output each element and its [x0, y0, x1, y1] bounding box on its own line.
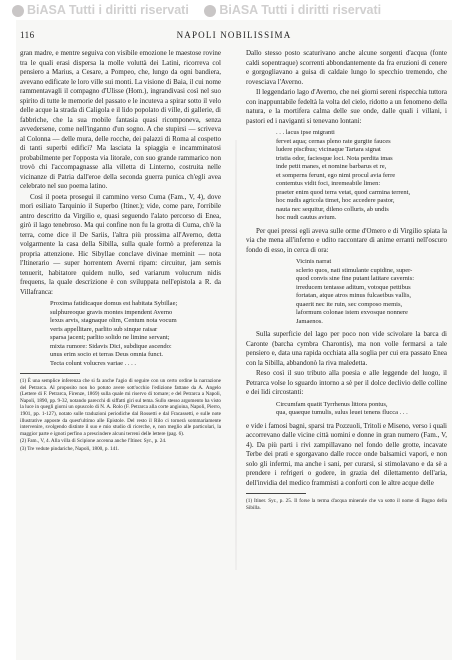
verse-line: sclerio quos, nati stimulante cupidine, super- — [296, 266, 413, 274]
verse-line: quod convis sine fine putant latitare cavernis: — [296, 275, 415, 282]
paragraph: Dallo stesso posto scaturivano anche alcune sorgenti d'acqua (fonte caldi sopentraque) scorrenti abbondantemente da fra eruzioni di cenere e gorgogliavano a guisa di caldaie lungo lo specchio tremendo, che rovesciava l'Averno. — [246, 49, 447, 86]
verse-block — [276, 129, 447, 223]
page-header — [20, 30, 448, 44]
paragraph: gran madre, e mentre seguiva con visibile emozione le maestose rovine tra le quali erasi dispersa la molle voluttà dei Latini, ricorreva col pensiero a Marius, a Cesare, a Pompeo, che, lungo da ogni bandiera, avevano edificate le loro ville sui monti. La visione di Baia, il cui nome rammentavagli il compagno d'Ulisse (Hom.), ingrandivasi così nel suo spirito di tutte le memorie del passato e le incuteva a spirar sotto il velo delle acque la strada di Caligola e il lido popolato di ville, di gallerie, di fabbriche, che la sua mobile fantasia quasi ricomponeva, senza avvedersene, come nell'inganno d'un sogno. A che stupirsi — scriveva al Colonna — delle mura, delle rocche, dei palazzi di Roma al cospetto di tanti superbi edifici? Ma lasciata la spiaggia e incamminatosi probabilmente per l'opposta via litorale, con suo grande rammarico non trovò chi l'accompagnasse alla villetta di Linterno, costruita nelle vicinanze di Patria dall'eroe della seconda guerra punica ch'egli avea celebrato nel suo poema latino. — [20, 49, 221, 190]
watermark-text-2: BiASA Tutti i diritti riservati — [219, 3, 382, 17]
verse-line: ludere piscibus; vicinaque Tartara signat — [276, 146, 381, 153]
verse-line: Jamaenos. — [296, 317, 323, 325]
watermark-text-1: BiASA Tutti i diritti riservati — [27, 3, 189, 17]
verse-line: lexus arvis, stagnaque olim, Centum nota vocum — [50, 317, 177, 324]
verse-line: fortatan, atque atros minus fulcaeibus vallis, — [296, 292, 411, 299]
verse-line: unus erim socio et terras Deus omnia funct. — [50, 351, 163, 358]
verse-line: nauta nec sequitur, dileno colluris, ab undis — [276, 205, 389, 213]
verse-line: veris appellitare, parlito sub sinque raisar — [50, 325, 158, 333]
verse-block — [276, 401, 447, 418]
biasa-logo-icon — [204, 5, 216, 17]
verse-line: et somperns ferunt, ego nimi procul avia ferre — [276, 171, 396, 179]
paragraph: Sulla superficie del lago per poco non vide scivolare la barca di Caronte (barcha cymbra Charontis), ma non volle fermarsi a tale pensiero e, data una rapida occhiata alla soglia per cui era passato Enea con la Sibilla, abbandonò la riva maledetta. — [246, 330, 447, 367]
verse-line: mixta rumore: Sidavis Dici, subdique ascendo: — [50, 342, 172, 350]
paragraph: Per quei pressi egli aveva sulle orme d'Omero e di Virgilio spiata la via che mena all'inferno e udito raccontare di anime erranti nell'oscuro fondo di esso, in cerca di ora: — [246, 226, 447, 254]
paragraph: Il leggendario lago d'Averno, che nei giorni sereni rispecchia tuttora con inappuntabile fedeltà la volta del cielo, ridotto a un fenomeno della natura, e la mortifera calma delle sue onde, dalle quali i villani, i pastori ed i naviganti si tenevano lontani: — [246, 88, 447, 125]
page-number: 116 — [20, 30, 35, 40]
footnotes — [20, 378, 221, 453]
verse-line: inde petit manes, et nomine barbarus et re, — [276, 163, 387, 170]
watermark-banner — [0, 0, 470, 20]
paragraph: Così il poeta proseguì il cammino verso Cuma (Fam., V, 4), dove morì esiliato Tarquinio il Superbo (Itiner.); vide, come pare, l'orribile antro descritto da Virgilio e, quasi seguendo l'alato percorso di Enea, girò il lago tenebroso. Ma qui confine non fu la grotta di Cuma, ch'è la terra, come dice il De Sariis, l'altra più prossima all'Averno, detta volgarmente la casa della Sibilla, sulla quale formò a preferenza la propria attenzione. Hic Sibyllae conclave divinae meminit — nota l'Itinerario — super horrentem Averni ripam: circuitur, jam semis tenuerit, habitatore quidem nullo, sed variarum volucrum nidis frequens, la quale descrizione è con sviluppata nell'epistola a R. da Villafranca: — [20, 192, 221, 296]
verse-line: qua, quaeque tumulis, sulus leuei tenens flucca . . . — [276, 409, 408, 416]
verse-line: Proxima fatidicaque domus est habitata Sybillae; — [50, 300, 178, 307]
column-gutter — [235, 140, 237, 570]
verse-line: sulphureoque gravis montes impendent Averno — [50, 308, 173, 316]
verse-line: fervet aqua; cernas pleno rate gurgite fauces — [276, 137, 391, 145]
verse-block — [50, 300, 221, 368]
verse-line: praeter enim quod terra vetat, quod carmina terrent, — [276, 188, 411, 196]
verse-line: sparsa jacent; parlito solido ne limine servant; — [50, 334, 170, 341]
paragraph: Reso così il suo tributo alla poesia e alle leggende del luogo, il Petrarca volse lo sguardo intorno a sè per il dolce declivio delle colline e dei lidi circostanti: — [246, 369, 447, 396]
verse-line: Circumfam quatit Tyrrhenus littora pontus, — [276, 400, 388, 408]
left-column — [20, 49, 221, 454]
verse-line: hoc nudis agricola timet, hoc accedere pastor, — [276, 197, 395, 204]
verse-line: Tecta colunt volucres variae . . . . — [50, 359, 136, 367]
footnote: (3) Tre vedute pindariche, Napoli, 1800, p. 141. — [20, 445, 120, 452]
footnotes — [246, 498, 447, 511]
verse-line: contemtus vidit foci, inremeabile limen: — [276, 180, 381, 187]
biasa-logo-icon — [12, 5, 24, 17]
verse-line: irreducem tentasse aditum, votoque pettibus — [296, 283, 411, 291]
verse-line: quaerit nec ite ruin, sec composo memis, — [296, 300, 403, 308]
right-column — [246, 49, 447, 512]
footnote-divider — [20, 373, 80, 374]
footnote: (1) È una semplice inferenza che si fa anche l'agio di seguire con un certo ordine la narrazione del Petrarca. Al proposito non ho potuto avere sott'occhio l'edizione fattane da A. Angelo (Lettere di F. Petrarca, Firenze, 1869) sulla quale mi riservo di tornare; e del Petrarca a Napoli, Napoli, 1890, pp. 9-32, notando parecchi di siffatti giri sul tema. Sullo stesso argomento ha visto la luce in quegli giorni un opuscolo di N. A. Rolo (F. Petrarca alla corte angioina, Napoli, Pierro, 1901, pp. 1-127), notato sulle traduzioni periodiche dal Rossetti e dal Fracassetti, e sulle note illustrative apposte da quest'ultimo alle Epistole. Del resto il Rilo ci tornerà sommariamente intervenire, svolgendo distinte il suo e mio studio di ricerche, e, non meglio alle particolari, la maggior parte e ignoti perfino a prescindere alcuni terreni delle lettere (pag. 6). — [20, 378, 221, 437]
verse-line: hoc nudi cautus avium. — [276, 214, 337, 221]
verse-line: Vicinis narrat — [296, 258, 332, 265]
footnote-divider — [246, 493, 306, 494]
running-title: NAPOLI NOBILISSIMA — [176, 30, 292, 40]
footnote: (2) Fam., V, 4. Alla villa di Scipione accenna anche l'Itiner. Syr., p. 24. — [20, 438, 167, 445]
verse-block — [296, 258, 447, 326]
verse-line: tristia odor, faciesque loci. Nota perdita imas — [276, 154, 393, 162]
verse-line: laformum colonae istem exvosque nonnere — [296, 309, 408, 316]
verse-line: . . . lacus ipse migranti — [276, 129, 335, 136]
footnote: (1) Itiner. Syr., p. 25. Il forse la terma d'acqua minerale che va sotto il nome di Bagno della Sibilla. — [246, 498, 447, 511]
paragraph: e vide i famosi bagni, sparsi tra Pozzuoli, Tritoli e Miseno, verso i quali accorrevano dalle vicine città uomini e donne in gran numero (Fam., V, 4). Da più parti i rivi zampillavano nel fondo delle grotte, incavate Terbe dei prati e sgorgavano dalle rocce onde balsamici vapori, e non solo gli infermi, ma anche i sani, per curarsi, si stimolavano e da sè a prendere i refrigeri o godere, in grazia del dilettamento dell'aria, dell'invidia del medico frammisti a conforti con le altre acque delle — [246, 421, 447, 487]
